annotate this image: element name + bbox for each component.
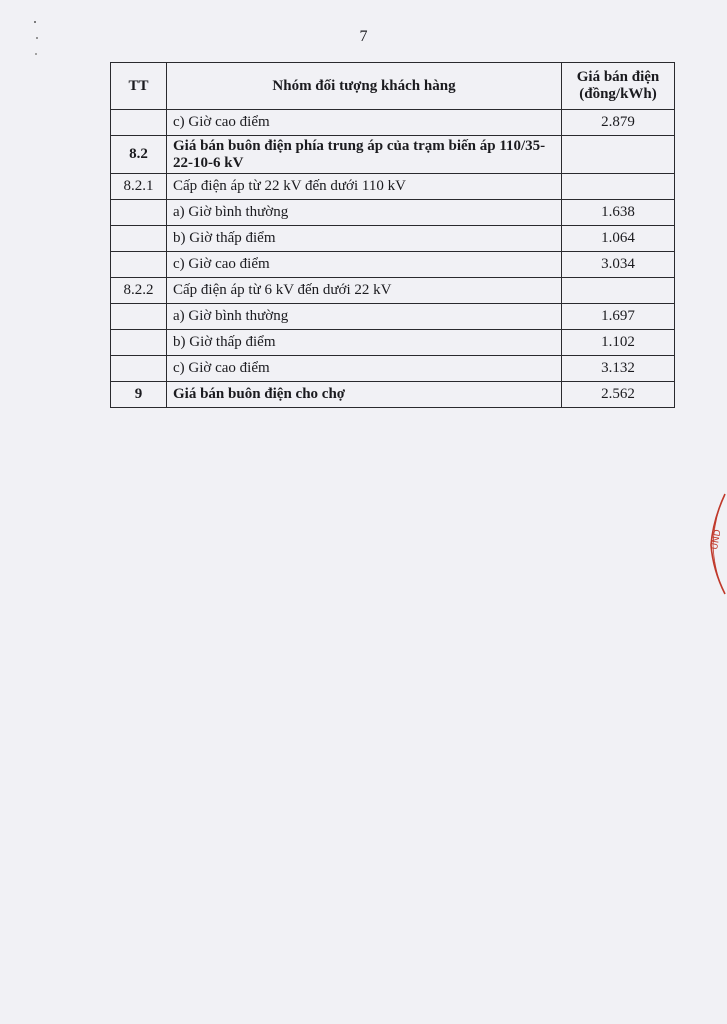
row-price: 1.638 bbox=[562, 200, 675, 226]
row-name: Cấp điện áp từ 6 kV đến dưới 22 kV bbox=[167, 278, 562, 304]
row-name: a) Giờ bình thường bbox=[167, 200, 562, 226]
table-row bbox=[111, 278, 675, 304]
header-customer-group: Nhóm đối tượng khách hàng bbox=[167, 63, 562, 110]
row-tt bbox=[111, 356, 167, 382]
header-price-line1: Giá bán điện bbox=[576, 69, 660, 85]
svg-text:UND: UND bbox=[710, 528, 724, 551]
row-tt bbox=[111, 252, 167, 278]
row-price: 2.879 bbox=[562, 110, 675, 136]
row-price: 1.102 bbox=[562, 330, 675, 356]
row-name: c) Giờ cao điểm bbox=[167, 252, 562, 278]
row-tt: 9 bbox=[111, 382, 167, 408]
row-tt: 8.2 bbox=[111, 136, 167, 174]
row-tt bbox=[111, 200, 167, 226]
table-row bbox=[111, 174, 675, 200]
row-name: c) Giờ cao điểm bbox=[167, 110, 562, 136]
table-header-row bbox=[111, 63, 675, 110]
row-price: 2.562 bbox=[562, 382, 675, 408]
row-name: Giá bán buôn điện phía trung áp của trạm biến áp 110/35-22-10-6 kV bbox=[167, 136, 562, 174]
table-row bbox=[111, 110, 675, 136]
table-row bbox=[111, 382, 675, 408]
row-price: 1.064 bbox=[562, 226, 675, 252]
header-price bbox=[562, 63, 675, 110]
row-name: c) Giờ cao điểm bbox=[167, 356, 562, 382]
row-tt: 8.2.2 bbox=[111, 278, 167, 304]
row-name: Cấp điện áp từ 22 kV đến dưới 110 kV bbox=[167, 174, 562, 200]
table-row bbox=[111, 200, 675, 226]
row-tt bbox=[111, 330, 167, 356]
table-row bbox=[111, 136, 675, 174]
row-name: Giá bán buôn điện cho chợ bbox=[167, 382, 562, 408]
row-name: a) Giờ bình thường bbox=[167, 304, 562, 330]
row-price: 1.697 bbox=[562, 304, 675, 330]
page-number: 7 bbox=[359, 28, 368, 45]
table-row bbox=[111, 356, 675, 382]
stamp-fragment bbox=[705, 490, 727, 600]
row-name: b) Giờ thấp điểm bbox=[167, 330, 562, 356]
header-price-line2: (đồng/kWh) bbox=[579, 86, 657, 102]
table-row bbox=[111, 330, 675, 356]
row-name: b) Giờ thấp điểm bbox=[167, 226, 562, 252]
row-price bbox=[562, 278, 675, 304]
row-tt: 8.2.1 bbox=[111, 174, 167, 200]
row-tt bbox=[111, 304, 167, 330]
row-tt bbox=[111, 226, 167, 252]
row-price: 3.034 bbox=[562, 252, 675, 278]
row-tt bbox=[111, 110, 167, 136]
electricity-price-table bbox=[110, 62, 675, 408]
row-price bbox=[562, 136, 675, 174]
header-tt: TT bbox=[111, 63, 167, 110]
table-row bbox=[111, 252, 675, 278]
row-price: 3.132 bbox=[562, 356, 675, 382]
table-row bbox=[111, 304, 675, 330]
table-row bbox=[111, 226, 675, 252]
scan-artifacts bbox=[30, 18, 42, 68]
row-price bbox=[562, 174, 675, 200]
